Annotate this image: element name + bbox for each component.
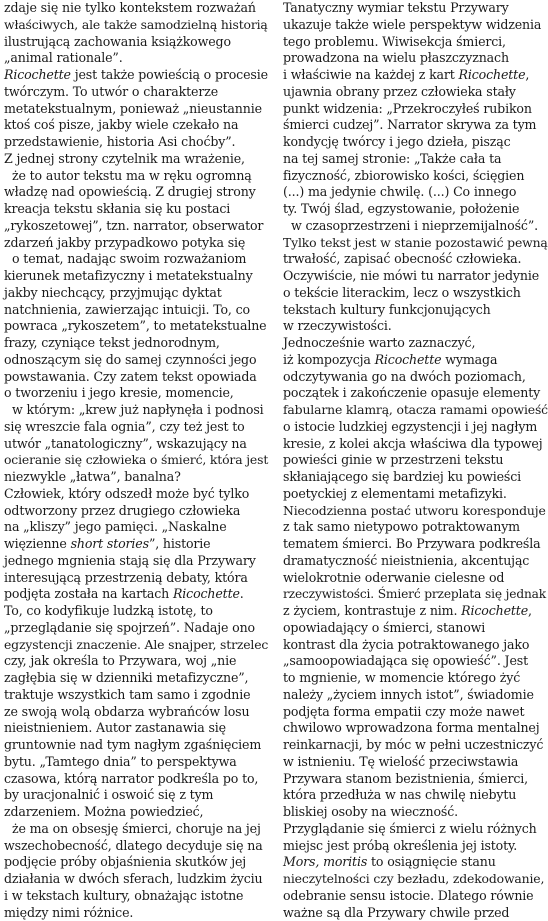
text-line: odtworzony przez drugiego człowieka: [4, 503, 269, 520]
text-line: frazy, czyniące tekst jednorodnym,: [4, 335, 269, 352]
text-line: podjęcie próby objaśnienia skutków jej: [4, 854, 269, 871]
text-line: zagłębia się w dzienniki metafizyczne”,: [4, 670, 269, 687]
text-line: na tej samej stronie: „Także cała ta: [283, 151, 548, 168]
text-line: i w tekstach kultury, obnażając istotne: [4, 888, 269, 905]
text-line: interesującą przestrzenią debaty, która: [4, 570, 269, 587]
text-line: gruntownie nad tym nagłym zgaśnięciem: [4, 737, 269, 754]
text-line: ujawnia obrany przez człowieka stały: [283, 84, 548, 101]
text-line: na „kliszy” jego pamięci. „Naskalne: [4, 519, 269, 536]
text-line: iż kompozycja Ricochette wymaga: [283, 352, 548, 369]
text-line: odczytywania go na dwóch poziomach,: [283, 369, 548, 386]
text-line: trwałość, zapisać obecność człowieka.: [283, 251, 548, 268]
text-line: chwilowo wprowadzona forma mentalnej: [283, 720, 548, 737]
text-line: czy, jak określa to Przywara, woj „nie: [4, 653, 269, 670]
text-line: To, co kodyfikuje ludzką istotę, to: [4, 603, 269, 620]
text-line: tematem śmierci. Bo Przywara podkreśla: [283, 536, 548, 553]
text-line: poetyckiej z elementami metafizyki.: [283, 486, 548, 503]
text-line: Przyglądanie się śmierci z wielu różnych: [283, 821, 548, 838]
text-line: fabularne klamrą, otacza ramami opowieść: [283, 402, 548, 419]
text-line: Tylko tekst jest w stanie pozostawić pewną: [283, 235, 548, 252]
text-line: w którym: „krew już napłynęła i podnosi: [4, 402, 269, 419]
text-line: Przywara stanom bezistnienia, śmierci,: [283, 771, 548, 788]
text-line: kondycję twórcy i jego dzieła, pisząc: [283, 134, 548, 151]
italic-title: Ricochette: [173, 586, 240, 601]
text-line: o tworzeniu i jego kresie, momencie,: [4, 385, 269, 402]
text-line: twórczym. To utwór o charakterze: [4, 84, 269, 101]
text-line: między nimi różnice.: [4, 905, 269, 921]
text-line: bytu. „Tamtego dnia” to perspektywa: [4, 754, 269, 771]
text-line: egzystencji znaczenie. Ale snajper, strzelec: [4, 637, 269, 654]
italic-title: Mors, moritis: [283, 854, 367, 869]
text-line: Mors, moritis to osiągnięcie stanu: [283, 854, 548, 871]
text-line: o istocie ludzkiej egzystencji i jej nagłym: [283, 419, 548, 436]
text-line: podjęta forma empatii czy może nawet: [283, 704, 548, 721]
text-line: (...) ma jedynie chwilę. (...) Co innego: [283, 184, 548, 201]
italic-title: short stories: [71, 536, 149, 551]
text-line: więzienne short stories”, historie: [4, 536, 269, 553]
text-line: i właściwie na każdej z kart Ricochette,: [283, 67, 548, 84]
text-line: natchnienia, zawierzając intuicji. To, co: [4, 302, 269, 319]
text-line: Tanatyczny wymiar tekstu Przywary: [283, 0, 548, 17]
italic-title: Ricochette: [461, 603, 528, 618]
text-line: powraca „rykoszetem”, to metatekstualne: [4, 318, 269, 335]
text-line: odnoszącym się do samej czynności jego: [4, 352, 269, 369]
text-line: „przeglądanie się spojrzeń”. Nadaje ono: [4, 620, 269, 637]
text-line: Człowiek, który odszedł może być tylko: [4, 486, 269, 503]
text-line: Jednocześnie warto zaznaczyć,: [283, 335, 548, 352]
text-line: z tak samo nietypowo potraktowanym: [283, 519, 548, 536]
right-text-column: [283, 0, 548, 921]
text-line: fizyczność, zbiorowisko kości, ścięgien: [283, 168, 548, 185]
text-line: z życiem, kontrastuje z nim. Ricochette,: [283, 603, 548, 620]
italic-title: Ricochette: [4, 67, 71, 82]
text-line: w czasoprzestrzeni i nieprzemijalność”.: [283, 218, 548, 235]
text-line: ukazuje także wiele perspektyw widzenia: [283, 17, 548, 34]
text-line: powieści ginie w przestrzeni tekstu: [283, 452, 548, 469]
text-line: w istnieniu. Tę wielość przeciwstawia: [283, 754, 548, 771]
text-line: nieistnieniem. Autor zastanawia się: [4, 720, 269, 737]
text-line: zdarzeń jakby przypadkowo potyka się: [4, 235, 269, 252]
text-line: o temat, nadając swoim rozważaniom: [4, 251, 269, 268]
text-line: prowadzona na wielu płaszczyznach: [283, 50, 548, 67]
text-line: niezwykle „łatwa”, banalna?: [4, 469, 269, 486]
text-line: się wreszcie fala ognia”, czy też jest to: [4, 419, 269, 436]
text-line: skłaniającego się bardziej ku powieści: [283, 469, 548, 486]
text-line: bliskiej osoby na wieczność.: [283, 804, 548, 821]
text-line: to mgnienie, w momencie którego żyć: [283, 670, 548, 687]
text-line: tego problemu. Wiwisekcja śmierci,: [283, 34, 548, 51]
text-line: początek i zakończenie opasuje elementy: [283, 385, 548, 402]
text-line: by uracjonalnić i oswoić się z tym: [4, 787, 269, 804]
text-line: ilustrującą zachowania książkowego: [4, 34, 269, 51]
text-line: o tekście literackim, lecz o wszystkich: [283, 285, 548, 302]
text-line: nieczytelności czy bezładu, zdekodowanie,: [283, 871, 548, 888]
text-line: która przedłuża w nas chwilę niebytu: [283, 787, 548, 804]
text-line: kontrast dla życia potraktowanego jako: [283, 637, 548, 654]
text-line: tekstach kultury funkcjonujących: [283, 302, 548, 319]
text-line: dramatyczność nieistnienia, akcentując: [283, 553, 548, 570]
text-line: że ma on obsesję śmierci, choruje na jej: [4, 821, 269, 838]
text-line: „samoopowiadająca się opowieść”. Jest: [283, 653, 548, 670]
left-text-column: [4, 0, 269, 921]
text-line: rzeczywistości. Śmierć przeplata się jednak: [283, 586, 548, 603]
text-line: przedstawienie, historia Asi choćby”.: [4, 134, 269, 151]
text-line: „rykoszetowej”, tzn. narrator, obserwator: [4, 218, 269, 235]
text-line: ze swoją wolą obdarza wybrańców losu: [4, 704, 269, 721]
text-line: jednego mgnienia stają się dla Przywary: [4, 553, 269, 570]
text-line: że to autor tekstu ma w ręku ogromną: [4, 168, 269, 185]
text-line: metatekstualnym, ponieważ „nieustannie: [4, 101, 269, 118]
text-line: działania w dwóch sferach, ludzkim życiu: [4, 871, 269, 888]
italic-title: Ricochette: [375, 352, 442, 367]
text-line: ktoś coś pisze, jakby wiele czekało na: [4, 117, 269, 134]
text-line: wszechobecność, dlatego decyduje się na: [4, 838, 269, 855]
text-line: należy „życiem innych istot”, świadomie: [283, 687, 548, 704]
text-line: powstawania. Czy zatem tekst opowiada: [4, 369, 269, 386]
text-line: traktuje wszystkich tam samo i zgodnie: [4, 687, 269, 704]
text-line: podjęta została na kartach Ricochette.: [4, 586, 269, 603]
text-line: zdarzeniem. Można powiedzieć,: [4, 804, 269, 821]
text-line: kresie, z kolei akcja właściwa dla typowej: [283, 436, 548, 453]
text-line: Z jednej strony czytelnik ma wrażenie,: [4, 151, 269, 168]
text-line: jakby niechcący, przyjmując dyktat: [4, 285, 269, 302]
text-line: reinkarnacji, by móc w pełni uczestniczyć: [283, 737, 548, 754]
text-line: Ricochette jest także powieścią o procesie: [4, 67, 269, 84]
text-line: właściwych, ale także samodzielną historią: [4, 17, 269, 34]
text-line: ty. Twój ślad, egzystowanie, położenie: [283, 201, 548, 218]
text-line: śmierci cudzej”. Narrator skrywa za tym: [283, 117, 548, 134]
text-line: kierunek metafizyczny i metatekstualny: [4, 268, 269, 285]
text-line: kreacja tekstu skłania się ku postaci: [4, 201, 269, 218]
text-line: miejsc jest próbą określenia jej istoty.: [283, 838, 548, 855]
text-line: władzę nad opowieścią. Z drugiej strony: [4, 184, 269, 201]
text-line: utwór „tanatologiczny”, wskazujący na: [4, 436, 269, 453]
text-line: Niecodzienna postać utworu koresponduje: [283, 503, 548, 520]
text-line: zdaje się nie tylko kontekstem rozważań: [4, 0, 269, 17]
text-line: ocieranie się człowieka o śmierć, która jest: [4, 452, 269, 469]
text-line: w rzeczywistości.: [283, 318, 548, 335]
text-line: „animal rationale”.: [4, 50, 269, 67]
text-line: punkt widzenia: „Przekroczyłeś rubikon: [283, 101, 548, 118]
text-line: Oczywiście, nie mówi tu narrator jedynie: [283, 268, 548, 285]
text-line: wielokrotnie oderwanie cielesne od: [283, 570, 548, 587]
text-line: odebranie sensu istocie. Dlatego równie: [283, 888, 548, 905]
text-line: czasowa, którą narrator podkreśla po to,: [4, 771, 269, 788]
text-line: opowiadający o śmierci, stanowi: [283, 620, 548, 637]
italic-title: Ricochette: [459, 67, 526, 82]
text-line: ważne są dla Przywary chwile przed: [283, 905, 548, 921]
